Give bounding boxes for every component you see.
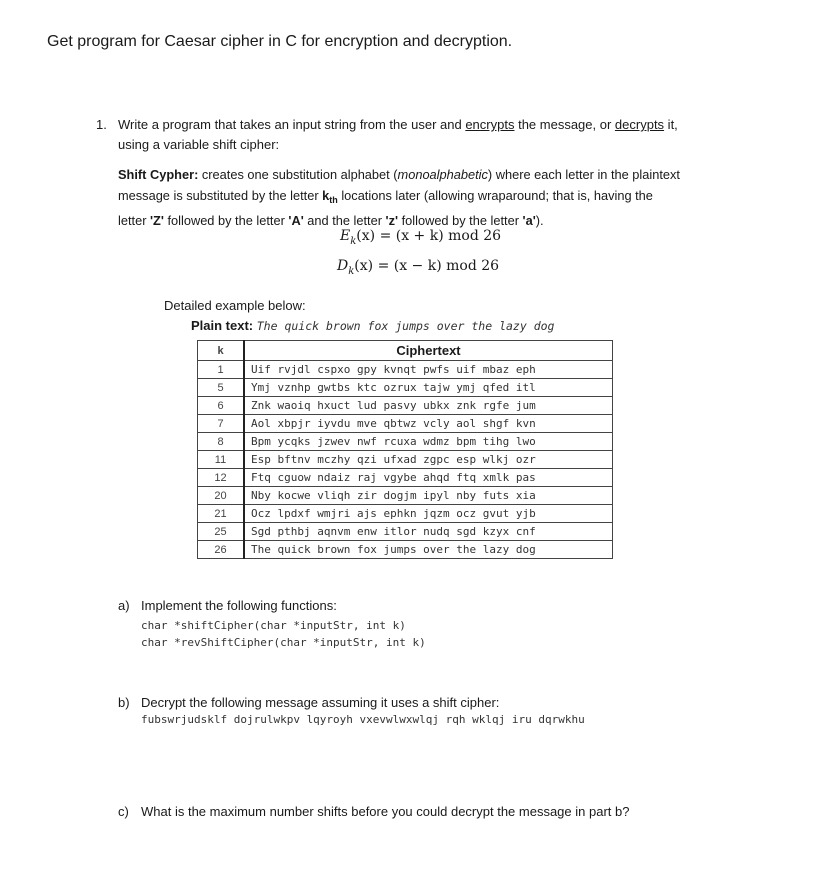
encrypt-sub: k [350,235,357,247]
letter-A: 'A' [288,212,304,228]
row-cipher: Ymj vznhp gwtbs ktc ozrux tajw ymj qfed itl [244,379,613,397]
shift-cipher-signature: char *shiftCipher(char *inputStr, int k) [141,619,406,632]
table-row [198,523,613,541]
monoalphabetic-word: monoalphabetic [397,167,488,182]
decrypt-sub: k [348,265,355,277]
table-row [198,415,613,433]
sc-t7: and the letter [303,212,386,228]
question-1 [96,115,716,155]
row-cipher: Aol xbpjr iyvdu mve qbtwz vcly aol shgf kvn [244,415,613,433]
table-row [198,361,613,379]
detailed-example-label: Detailed example below: [164,298,306,313]
row-cipher: Nby kocwe vliqh zir dogjm ipyl nby futs xia [244,487,613,505]
encrypt-symbol: E [340,228,351,244]
row-k: 7 [198,415,245,433]
sc-t2: ) where each letter in the plaintext [487,167,680,182]
sc-t6: followed by the letter [163,212,289,228]
sc-t5: letter [118,212,151,228]
sc-t1: creates one substitution alphabet ( [198,167,398,182]
row-cipher: Esp bftnv mczhy qzi ufxad zgpc esp wlkj ozr [244,451,613,469]
table-row [198,451,613,469]
table-row [198,379,613,397]
part-c [118,804,629,819]
shift-cypher-heading: Shift Cypher: [118,167,199,182]
plain-text-line [191,318,554,333]
encrypt-rest: (x) = (x + k) mod 26 [356,228,502,244]
row-cipher: Ocz lpdxf wmjri ajs ephkn jqzm ocz gvut yjb [244,505,613,523]
row-cipher: Uif rvjdl cspxo gpy kvnqt pwfs uif mbaz eph [244,361,613,379]
table-row [198,469,613,487]
decrypt-rest: (x) = (x − k) mod 26 [354,258,500,274]
sc-t4: locations later (allowing wraparound; that is, having the [337,187,653,203]
shift-cypher-description [118,165,718,231]
row-k: 8 [198,433,245,451]
part-c-text: What is the maximum number shifts before you could decrypt the message in part b? [141,804,630,819]
q1-pre: Write a program that takes an input string from the user and [118,117,466,132]
letter-Z: 'Z' [150,212,164,228]
plain-text-value: The quick brown fox jumps over the lazy dog [256,319,555,333]
row-k: 21 [198,505,245,523]
rev-shift-cipher-signature: char *revShiftCipher(char *inputStr, int k) [141,636,426,649]
decrypt-symbol: D [337,258,349,274]
page-title: Get program for Caesar cipher in C for encryption and decryption. [47,33,513,50]
q1-line2: using a variable shift cipher: [118,137,280,152]
encrypts-word: encrypts [465,117,515,132]
th-subscript: th [329,195,338,206]
header-ciphertext: Ciphertext [244,341,613,361]
encrypt-formula [340,228,501,247]
table-row [198,397,613,415]
q1-mid: the message, or [514,117,615,132]
sc-t9: ). [535,212,544,228]
sc-t3: message is substituted by the letter [118,187,323,203]
table-row [198,433,613,451]
part-a-text: Implement the following functions: [141,598,337,613]
header-k: k [198,341,245,361]
row-cipher: Bpm ycqks jzwev nwf rcuxa wdmz bpm tihg lwo [244,433,613,451]
question-number: 1. [96,117,107,132]
row-k: 5 [198,379,245,397]
part-a [118,598,337,613]
k-symbol: k [322,187,330,203]
table-row [198,487,613,505]
row-k: 11 [198,451,245,469]
row-k: 12 [198,469,245,487]
row-k: 6 [198,397,245,415]
part-b-text: Decrypt the following message assuming it uses a shift cipher: [141,695,500,710]
letter-z: 'z' [385,212,399,228]
decrypts-word: decrypts [614,117,665,132]
row-k: 20 [198,487,245,505]
row-k: 26 [198,541,245,559]
sc-t8: followed by the letter [398,212,523,228]
plain-text-label: Plain text: [191,318,254,333]
part-c-label: c) [118,804,129,819]
row-cipher: Sgd pthbj aqnvm enw itlor nudq sgd kzyx cnf [244,523,613,541]
part-b-label: b) [118,695,130,710]
letter-a: 'a' [522,212,536,228]
row-cipher: Znk waoiq hxuct lud pasvy ubkx znk rgfe jum [244,397,613,415]
ciphertext-table [197,340,613,559]
q1-post: it, [664,117,678,132]
part-a-label: a) [118,598,130,613]
part-b [118,695,499,710]
row-cipher: The quick brown fox jumps over the lazy dog [244,541,613,559]
question-1-text [118,115,716,155]
table-body [198,361,613,559]
row-k: 25 [198,523,245,541]
table-row [198,505,613,523]
table-header-row [198,341,613,361]
encrypted-message: fubswrjudsklf dojrulwkpv lqyroyh vxevwlwxwlqj rqh wklqj iru dqrwkhu [141,713,585,726]
row-k: 1 [198,361,245,379]
row-cipher: Ftq cguow ndaiz raj vgybe ahqd ftq xmlk pas [244,469,613,487]
decrypt-formula [337,258,499,277]
table-row [198,541,613,559]
